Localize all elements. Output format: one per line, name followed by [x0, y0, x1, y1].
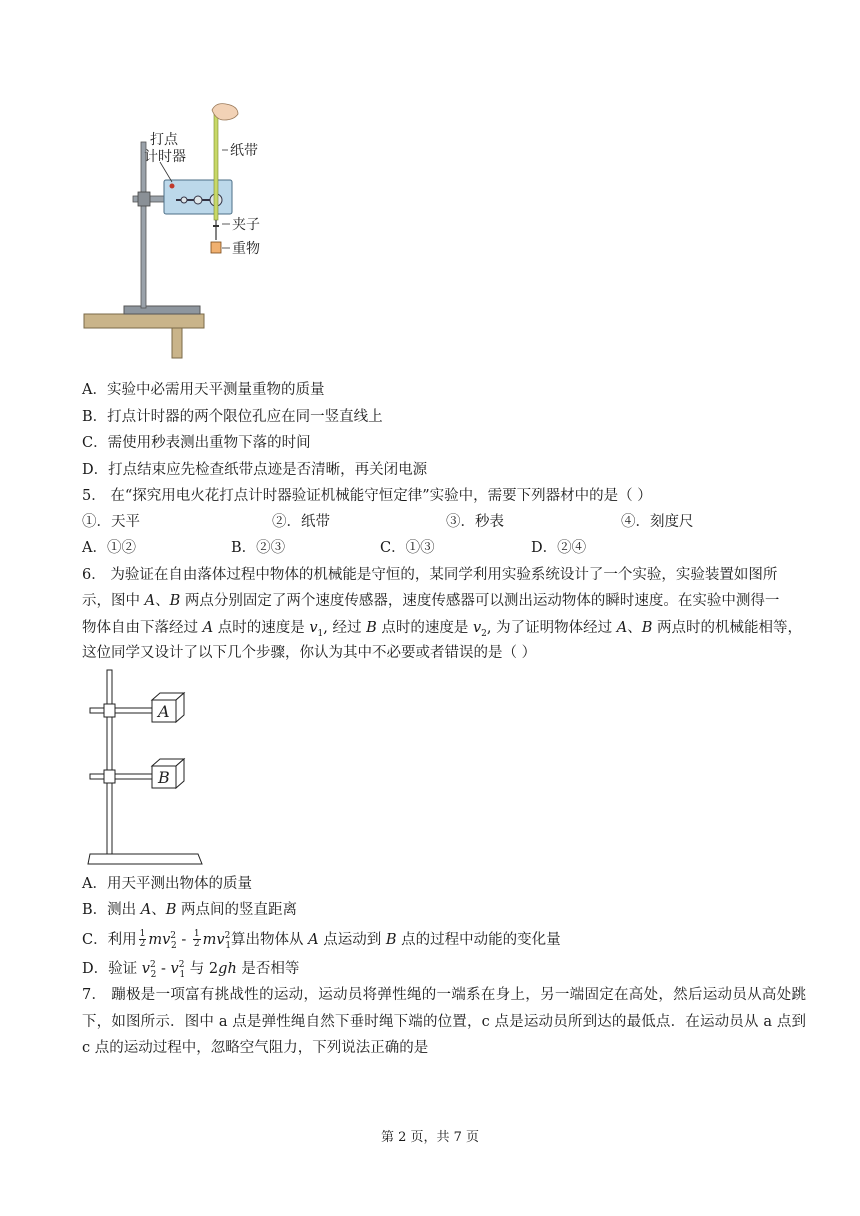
- q4-option-a: A．实验中必需用天平测量重物的质量: [82, 382, 325, 398]
- q5-item-2: ②．纸带: [272, 514, 330, 530]
- label-weight: 重物: [232, 241, 260, 257]
- sensor-b-label: B: [158, 768, 170, 787]
- q6-option-a: A．用天平测出物体的质量: [82, 876, 252, 892]
- q6-option-c: C．利用 $\frac{1}{2}$ $mv^2_2$ - $\frac{1}{2}$ $mv^2_1$算出物体从 A 点运动到 B 点的过程中动能的变化量: [82, 929, 561, 951]
- sensor-stand-figure: [84, 668, 214, 868]
- timer-apparatus-figure: [80, 100, 290, 362]
- q6-stem-line1: 6． 为验证在自由落体过程中物体的机械能是守恒的，某同学利用实验系统设计了一个实验，实验装置如图所: [82, 567, 778, 583]
- q5-option-d: D．②④: [531, 540, 587, 556]
- q6-stem-line2: 示，图中 A、B 两点分别固定了两个速度传感器，速度传感器可以测出运动物体的瞬时速度。在实验中测得一: [82, 593, 780, 609]
- q5-option-a: A．①②: [82, 540, 136, 556]
- q5-option-c: C．①③: [380, 540, 435, 556]
- q5-option-b: B．②③: [231, 540, 286, 556]
- q4-option-b: B．打点计时器的两个限位孔应在同一竖直线上: [82, 409, 383, 425]
- q7-stem: 7． 蹦极是一项富有挑战性的运动，运动员将弹性绳的一端系在身上，另一端固定在高处，然后运动员从高处跳下，如图所示．图中 a 点是弹性绳自然下垂时绳下端的位置，c 点是运动员所到达的最低点．在运动员从 a 点到 c 点的运动过程中，忽略空气阻力，下列说法正确的是: [82, 987, 806, 1056]
- q6-stem-line3: 物体自由下落经过 A 点时的速度是 $v_1$, 经过 B 点时的速度是 $v_2$, 为了证明物体经过 A、B 两点时的机械能相等，: [82, 620, 802, 639]
- q5-item-4: ④．刻度尺: [621, 514, 694, 530]
- q5-item-3: ③．秒表: [446, 514, 504, 530]
- q4-option-c: C．需使用秒表测出重物下落的时间: [82, 435, 311, 451]
- label-tape: 纸带: [230, 143, 258, 159]
- sensor-a-label: A: [158, 702, 170, 721]
- q6-stem-line4: 这位同学又设计了以下几个步骤，你认为其中不必要或者错误的是（ ）: [82, 645, 537, 661]
- q5-item-1: ①．天平: [82, 514, 140, 530]
- label-clip: 夹子: [232, 217, 260, 233]
- page-footer: 第 2 页，共 7 页: [380, 1130, 480, 1145]
- q6-option-d: D．验证 $v^2_2 - v^2_1$ 与 2gh 是否相等: [82, 960, 300, 980]
- q6-option-b: B．测出 A、B 两点间的竖直距离: [82, 902, 298, 918]
- q5-stem: 5． 在“探究用电火花打点计时器验证机械能守恒定律”实验中，需要下列器材中的是（ ）: [82, 488, 652, 504]
- q4-option-d: D．打点结束应先检查纸带点迹是否清晰，再关闭电源: [82, 462, 428, 478]
- label-timer-2: 计时器: [144, 149, 186, 165]
- label-timer-1: 打点: [150, 132, 178, 148]
